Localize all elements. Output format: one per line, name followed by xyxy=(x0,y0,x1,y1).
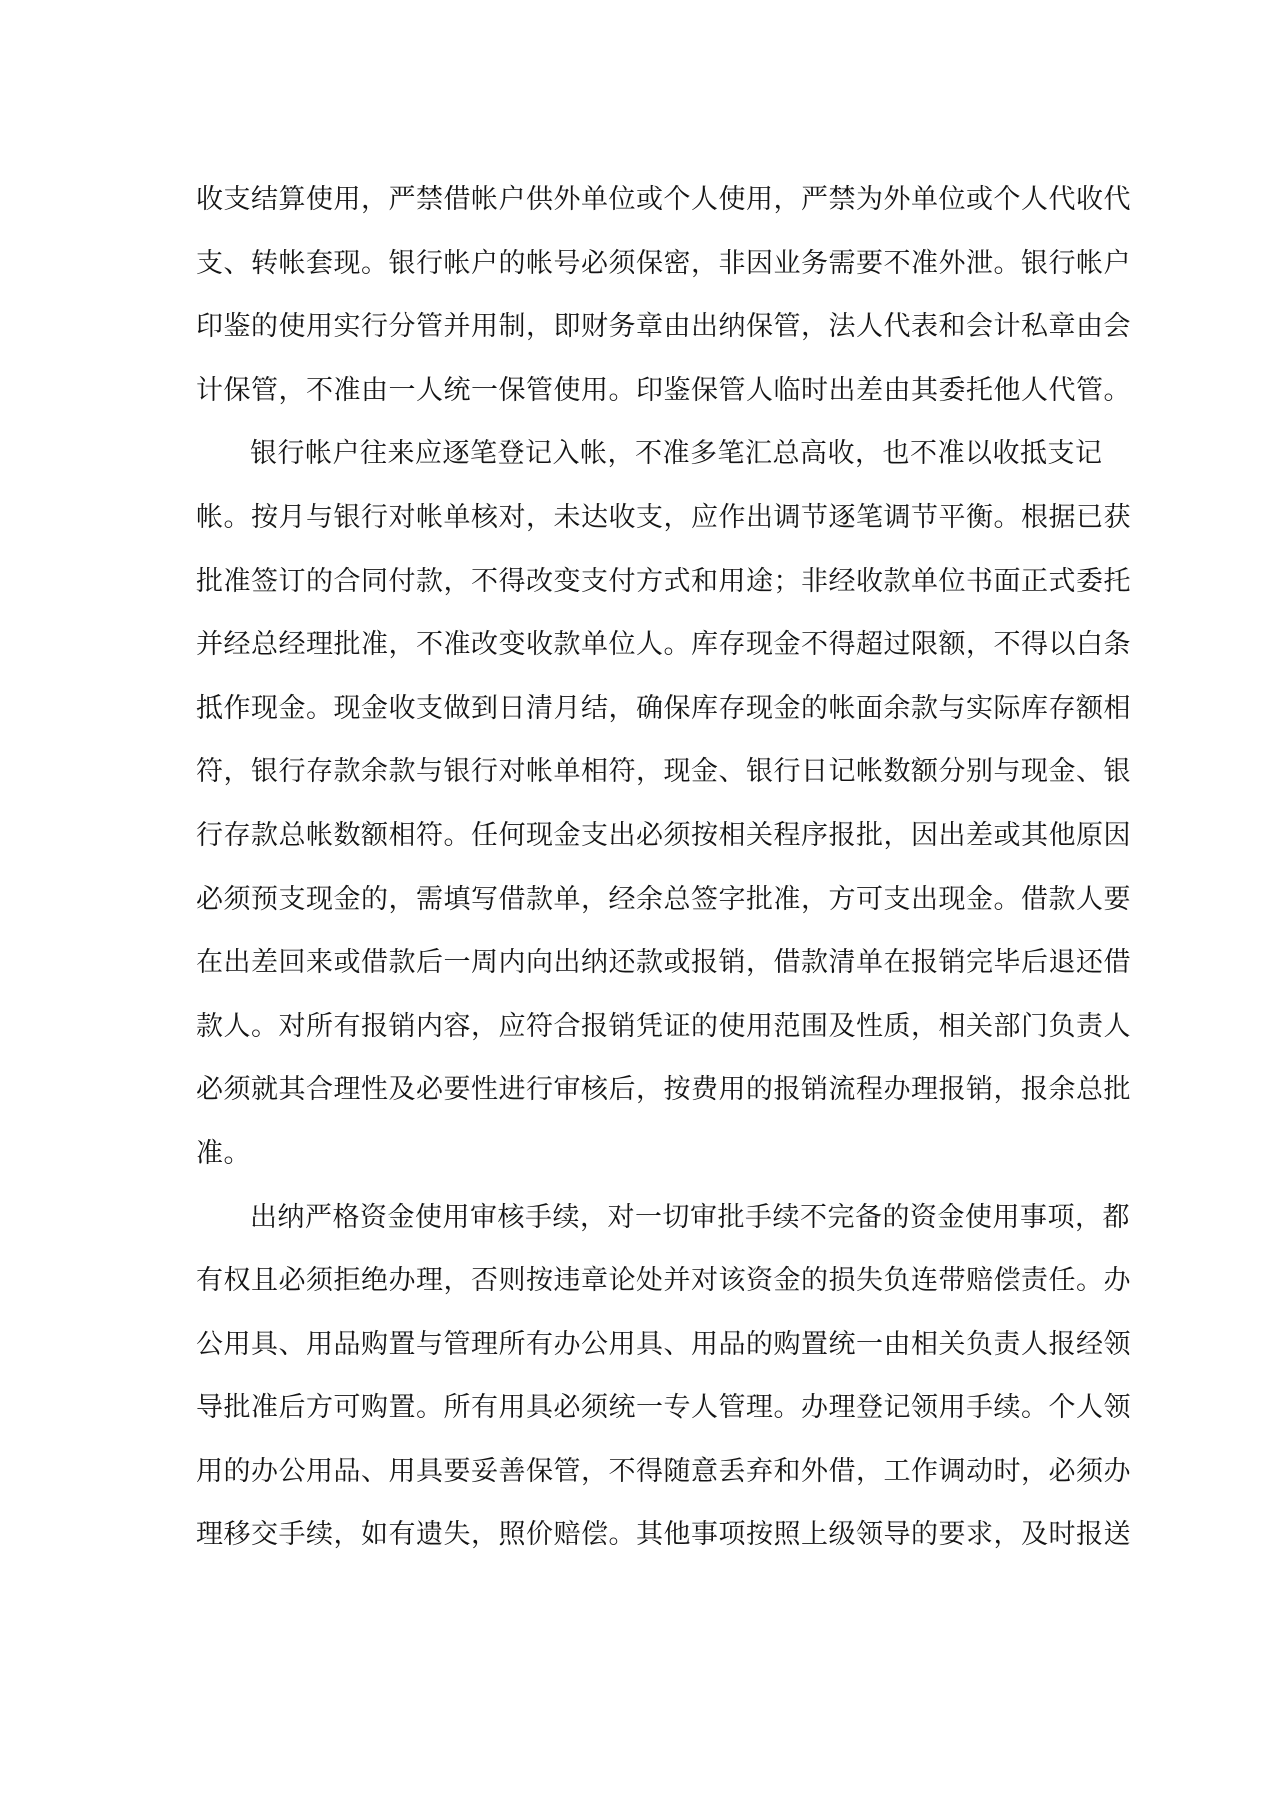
text-line: 导批准后方可购置。所有用具必须统一专人管理。办理登记领用手续。个人领 xyxy=(196,1392,1131,1424)
text-line: 公用具、用品购置与管理所有办公用具、用品的购置统一由相关负责人报经领 xyxy=(196,1328,1131,1360)
text-line: 帐。按月与银行对帐单核对，未达收支，应作出调节逐笔调节平衡。根据已获 xyxy=(196,501,1131,533)
text-line: 理移交手续，如有遗失，照价赔偿。其他事项按照上级领导的要求，及时报送 xyxy=(196,1519,1131,1551)
text-line: 收支结算使用，严禁借帐户供外单位或个人使用，严禁为外单位或个人代收代 xyxy=(196,184,1131,215)
text-line: 在出差回来或借款后一周内向出纳还款或报销，借款清单在报销完毕后退还借 xyxy=(196,947,1131,979)
text-line: 款人。对所有报销内容，应符合报销凭证的使用范围及性质，相关部门负责人 xyxy=(196,1010,1131,1042)
text-line: 行存款总帐数额相符。任何现金支出必须按相关程序报批，因出差或其他原因 xyxy=(196,819,1131,851)
text-line: 必须就其合理性及必要性进行审核后，按费用的报销流程办理报销，报余总批 xyxy=(196,1074,1131,1106)
text-line: 抵作现金。现金收支做到日清月结，确保库存现金的帐面余款与实际库存额相 xyxy=(196,692,1131,724)
text-line: 批准签订的合同付款，不得改变支付方式和用途；非经收款单位书面正式委托 xyxy=(196,565,1131,597)
text-line: 印鉴的使用实行分管并用制，即财务章由出纳保管，法人代表和会计私章由会 xyxy=(196,311,1131,343)
text-line: 出纳严格资金使用审核手续，对一切审批手续不完备的资金使用事项，都 xyxy=(250,1201,1130,1233)
text-line: 计保管，不准由一人统一保管使用。印鉴保管人临时出差由其委托他人代管。 xyxy=(196,374,1131,406)
text-line: 符，银行存款余款与银行对帐单相符，现金、银行日记帐数额分别与现金、银 xyxy=(196,756,1131,788)
body-text xyxy=(196,168,1131,1567)
text-line: 银行帐户往来应逐笔登记入帐，不准多笔汇总高收，也不准以收抵支记 xyxy=(250,438,1103,470)
text-line: 用的办公用品、用具要妥善保管，不得随意丢弃和外借，工作调动时，必须办 xyxy=(196,1455,1131,1487)
text-line: 并经总经理批准，不准改变收款单位人。库存现金不得超过限额，不得以白条 xyxy=(196,629,1131,661)
text-line: 有权且必须拒绝办理，否则按违章论处并对该资金的损失负连带赔偿责任。办 xyxy=(196,1265,1131,1297)
text-line: 必须预支现金的，需填写借款单，经余总签字批准，方可支出现金。借款人要 xyxy=(196,883,1131,915)
text-line: 准。 xyxy=(196,1137,251,1169)
text-line: 支、转帐套现。银行帐户的帐号必须保密，非因业务需要不准外泄。银行帐户 xyxy=(196,247,1131,279)
